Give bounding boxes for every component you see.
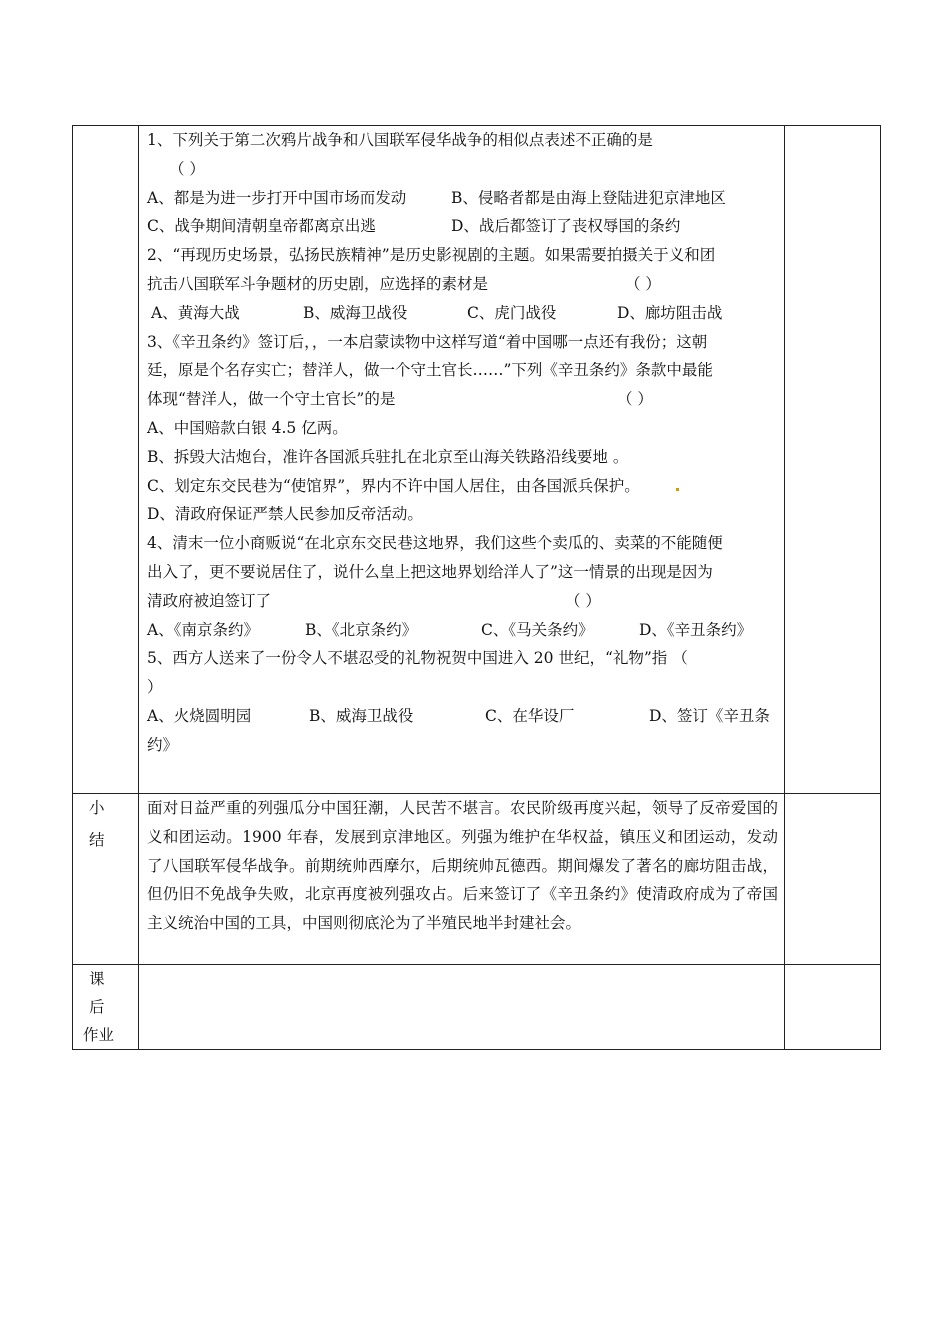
q4-stem-line3-row bbox=[147, 587, 778, 616]
q2-options bbox=[147, 299, 778, 328]
summary-notes-cell bbox=[785, 794, 881, 965]
homework-label-line2: 作业 bbox=[83, 1026, 115, 1044]
summary-label-line2: 结 bbox=[89, 831, 105, 849]
summary-cell bbox=[139, 794, 785, 965]
q2-option-d: D、廊坊阻击战 bbox=[617, 303, 723, 322]
q5-option-tail: 约》 bbox=[147, 735, 179, 754]
questions-label-cell bbox=[73, 126, 139, 794]
q4-option-b: B、《北京条约》 bbox=[305, 620, 418, 639]
questions-row bbox=[73, 126, 881, 794]
q4-blank: （ ） bbox=[565, 591, 601, 610]
q3-stem-line2: 廷，原是个名存实亡；替洋人，做一个守土官长……”下列《辛丑条约》条款中最能 bbox=[147, 361, 713, 380]
q1-options-row1 bbox=[147, 184, 778, 213]
stray-mark bbox=[676, 488, 679, 491]
q5-stem-line1: 5、西方人送来了一份令人不堪忍受的礼物祝贺中国进入 20 世纪，“礼物”指 （ bbox=[147, 649, 688, 668]
homework-notes-cell bbox=[785, 965, 881, 1050]
q5-stem-line2: ） bbox=[147, 678, 163, 697]
q5-option-a: A、火烧圆明园 bbox=[147, 706, 252, 725]
questions-cell bbox=[139, 126, 785, 794]
q1-option-d: D、战后都签订了丧权辱国的条约 bbox=[451, 217, 681, 236]
homework-cell bbox=[139, 965, 785, 1050]
q3-option-b: B、拆毁大沽炮台，准许各国派兵驻扎在北京至山海关铁路沿线要地 。 bbox=[147, 447, 629, 466]
summary-text: 面对日益严重的列强瓜分中国狂潮，人民苦不堪言。农民阶级再度兴起，领导了反帝爱国的义和团运动。1900 年春，发展到京津地区。列强为维护在华权益，镇压义和团运动，发动了八国联军侵华战争。前期统帅西摩尔，后期统帅瓦德西。期间爆发了著名的廊坊阻击战，但仍旧不免战争失败，北京再度被列强攻占。后来签订了《辛丑条约》使清政府成为了帝国主义统治中国的工具，中国则彻底沦为了半殖民地半封建社会。 bbox=[147, 799, 778, 933]
q1-option-a: A、都是为进一步打开中国市场而发动 bbox=[147, 188, 407, 207]
homework-row bbox=[73, 965, 881, 1050]
questions-notes-cell bbox=[785, 126, 881, 794]
q3-stem-line1: 3、《辛丑条约》签订后，，一本启蒙读物中这样写道“着中国哪一点还有我份；这朝 bbox=[147, 332, 708, 351]
q2-option-b: B、威海卫战役 bbox=[303, 303, 408, 322]
q4-options bbox=[147, 616, 778, 645]
summary-label bbox=[73, 794, 138, 854]
q1-option-b: B、侵略者都是由海上登陆进犯京津地区 bbox=[451, 188, 726, 207]
q5-options bbox=[147, 702, 778, 731]
q2-stem-line2-row bbox=[147, 270, 778, 299]
q3-option-a: A、中国赔款白银 4.5 亿两。 bbox=[147, 418, 348, 437]
summary-label-line1: 小 bbox=[89, 799, 105, 817]
q3-option-d: D、清政府保证严禁人民参加反帝活动。 bbox=[147, 505, 423, 524]
q5-option-c: C、在华设厂 bbox=[485, 706, 575, 725]
q4-stem-line2: 出入了，更不要说居住了，说什么皇上把这地界划给洋人了”这一情景的出现是因为 bbox=[147, 562, 713, 581]
questions-block bbox=[139, 126, 784, 760]
q3-stem-line3-row bbox=[147, 385, 778, 414]
q5-option-d: D、签订《辛丑条 bbox=[649, 706, 770, 725]
q4-option-d: D、《辛丑条约》 bbox=[639, 620, 753, 639]
q1-options-row2 bbox=[147, 212, 778, 241]
q1-stem: 1、下列关于第二次鸦片战争和八国联军侵华战争的相似点表述不正确的是 bbox=[147, 131, 653, 149]
q4-stem-line1: 4、清末一位小商贩说“在北京东交民巷这地界，我们这些个卖瓜的、卖菜的不能随便 bbox=[147, 534, 723, 553]
q3-option-c: C、划定东交民巷为“使馆界”，界内不许中国人居住，由各国派兵保护。 bbox=[147, 476, 640, 495]
homework-label bbox=[73, 965, 138, 1049]
q3-stem-line3: 体现“替洋人，做一个守土官长”的是 bbox=[147, 390, 396, 409]
q1-blank: （ ） bbox=[169, 159, 205, 178]
q2-stem-line2: 抗击八国联军斗争题材的历史剧，应选择的素材是 bbox=[147, 274, 489, 293]
q4-stem-line3: 清政府被迫签订了 bbox=[147, 591, 272, 610]
q2-option-a: A、黄海大战 bbox=[151, 303, 240, 322]
homework-label-cell bbox=[73, 965, 139, 1050]
q1-option-c: C、战争期间清朝皇帝都离京出逃 bbox=[147, 217, 376, 236]
q2-blank: （ ） bbox=[625, 274, 661, 293]
q2-stem-line1: 2、“再现历史场景，弘扬民族精神”是历史影视剧的主题。如果需要拍摄关于义和团 bbox=[147, 246, 716, 265]
q5-option-b: B、威海卫战役 bbox=[309, 706, 414, 725]
q3-blank: （ ） bbox=[617, 390, 653, 409]
q4-option-c: C、《马关条约》 bbox=[481, 620, 594, 639]
summary-label-cell bbox=[73, 794, 139, 965]
q4-option-a: A、《南京条约》 bbox=[147, 620, 259, 639]
homework-label-line1: 课后 bbox=[89, 970, 119, 1016]
summary-row bbox=[73, 794, 881, 965]
q3-option-c-row bbox=[147, 472, 778, 501]
worksheet-table bbox=[72, 125, 881, 1050]
q2-option-c: C、虎门战役 bbox=[467, 303, 557, 322]
